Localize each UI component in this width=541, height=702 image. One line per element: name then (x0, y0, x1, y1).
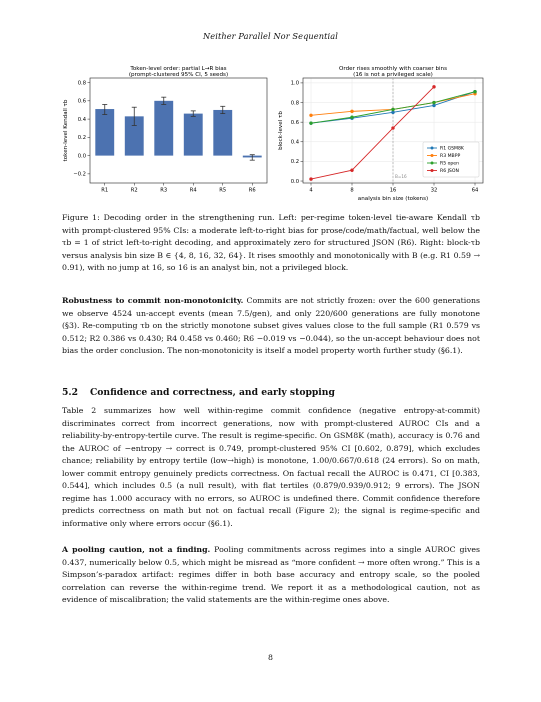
x-tick-label: 8 (350, 187, 354, 194)
data-point (350, 169, 353, 172)
page-number: 8 (268, 653, 273, 662)
y-tick-label: 0.8 (290, 100, 299, 107)
y-tick-label: 0.6 (290, 119, 299, 126)
y-axis-label: block-level τb (278, 111, 284, 150)
y-tick-label: 0.0 (77, 153, 86, 160)
series-line (311, 87, 434, 179)
paragraph-pooling (62, 544, 480, 607)
bar (95, 109, 114, 156)
section-heading (62, 387, 480, 398)
data-point (391, 108, 394, 111)
caption-text: Decoding order in the strengthening run. Left: per-regime token-level tie-aware Kendall τb with prompt-clustered 95% CIs: a moderate left-to-right bias for prose/code/math/factual, well below the τb = 1 of strict left-to-right decoding, and approximately zero for structured JSON (R6). Right: block-τb versus analysis bin size B ∈ {4, 8, 16, 32, 64}. It rises smoothly and monotonically with B (e.g. R1 0.59 → 0.91), with no jump at 16, so 16 is an analyst bin, not a privileged block. (62, 213, 480, 272)
data-point (432, 104, 435, 107)
confidence-text: Table 2 summarizes how well within-regime commit confidence (negative entropy-at-commit) discriminates correct from incorrect generations, now with prompt-clustered AUROC CIs and a reliability-by-entropy-tertile curve. The result is regime-specific. On GSM8K (math), accuracy is 0.76 and the AUROC of −entropy → correct is 0.749, prompt-clustered 95% CI [0.602, 0.879], which excludes chance; reliability by entropy tertile (low→high) is monotone, 1.00/0.667/0.618 (24 errors). So on math, lower commit entropy genuinely predicts correctness. On factual recall the AUROC is 0.471, CI [0.383, 0.544], which includes 0.5 (a null result), with flat tertiles (0.879/0.939/0.912; 9 errors). The JSON regime has 1.000 accuracy with no errors, so AUROC is undefined there. Commit confidence therefore predicts correctness on math but not on factual recall (Figure 2); the signal is regime-specific and informative only where errors occur (§6.1). (62, 406, 480, 528)
left-bar-chart (58, 62, 273, 207)
legend-label: R5 open (440, 161, 460, 167)
y-tick-label: 0.8 (77, 80, 86, 87)
chart-title: Token-level order: partial L→R bias (130, 66, 227, 72)
bar (154, 101, 173, 156)
y-tick-label: 0.2 (290, 159, 299, 166)
data-point (309, 177, 312, 180)
data-point (309, 121, 312, 124)
y-tick-label: 0.2 (77, 135, 86, 142)
pooling-heading: A pooling caution, not a finding. (62, 545, 211, 554)
data-point (432, 101, 435, 104)
legend-label: R6 JSON (440, 169, 459, 175)
x-tick-label: R1 (101, 187, 109, 194)
x-tick-label: 4 (309, 187, 313, 194)
legend-label: R3 MBPP (440, 154, 461, 160)
robustness-text: Commits are not strictly frozen: over the 600 generations we observe 4524 un-accept events (mean 7.5/gen), and only 220/600 generations are fully monotone (§3). Re-computing τb on the strictly monotone subset gives values close to the full sample (R1 0.579 vs 0.512; R2 0.386 vs 0.430; R4 0.458 vs 0.460; R6 −0.019 vs −0.044), so the un-accept behaviour does not bias the order conclusion. The non-monotonicity is itself a model property worth further study (§6.1). (62, 296, 481, 355)
figure-caption (62, 212, 480, 275)
y-tick-label: 1.0 (290, 80, 299, 87)
x-tick-label: R5 (219, 187, 227, 194)
data-point (309, 114, 312, 117)
legend-swatch-marker (431, 147, 434, 150)
legend-label: R1 GSM8K (440, 146, 464, 152)
paragraph-confidence (62, 405, 480, 530)
bar (213, 110, 232, 156)
figure-1 (58, 62, 488, 207)
x-tick-label: 64 (471, 187, 479, 194)
y-axis-label: token-level Kendall τb (63, 99, 69, 162)
y-tick-label: 0.4 (77, 116, 86, 123)
y-tick-label: −0.2 (73, 171, 86, 178)
y-tick-label: 0.0 (290, 178, 299, 185)
section-number: 5.2 (62, 387, 78, 398)
data-point (391, 111, 394, 114)
x-tick-label: R2 (130, 187, 138, 194)
right-line-chart (273, 62, 488, 207)
data-point (391, 126, 394, 129)
y-tick-label: 0.6 (77, 98, 86, 105)
chart-subtitle: (16 is not a privileged scale) (353, 72, 433, 78)
caption-label: Figure 1: (62, 213, 100, 222)
x-tick-label: R4 (189, 187, 197, 194)
robustness-heading: Robustness to commit non-monotonicity. (62, 296, 244, 305)
chart-title: Order rises smoothly with coarser bins (338, 66, 448, 72)
annotation-label: B=16 (395, 174, 407, 180)
legend-swatch-marker (431, 162, 434, 165)
running-head: Neither Parallel Nor Sequential (203, 31, 338, 41)
chart-subtitle: (prompt-clustered 95% CI, 5 seeds) (128, 72, 229, 78)
bar (184, 114, 203, 156)
x-tick-label: R3 (160, 187, 168, 194)
paragraph-robustness (62, 295, 480, 358)
data-point (350, 110, 353, 113)
legend-swatch-marker (431, 169, 434, 172)
data-point (473, 90, 476, 93)
x-tick-label: 32 (430, 187, 438, 194)
data-point (432, 85, 435, 88)
x-axis-label: analysis bin size (tokens) (357, 196, 429, 202)
data-point (350, 116, 353, 119)
y-tick-label: 0.4 (290, 139, 299, 146)
x-tick-label: 16 (389, 187, 397, 194)
plot-frame (90, 78, 267, 183)
pooling-text: Pooling commitments across regimes into a single AUROC gives 0.437, numerically below 0.5, which might be misread as “more confident → more often wrong.” This is a Simpson’s-paradox artifact: regimes differ in both base accuracy and entropy scale, so the pooled correlation can reverse the within-regime trend. We report it as a methodological caution, not as evidence of miscalibration; the valid statements are the within-regime ones above. (62, 545, 481, 604)
x-tick-label: R6 (248, 187, 256, 194)
section-title: Confidence and correctness, and early stopping (89, 387, 335, 398)
legend-swatch-marker (431, 154, 434, 157)
